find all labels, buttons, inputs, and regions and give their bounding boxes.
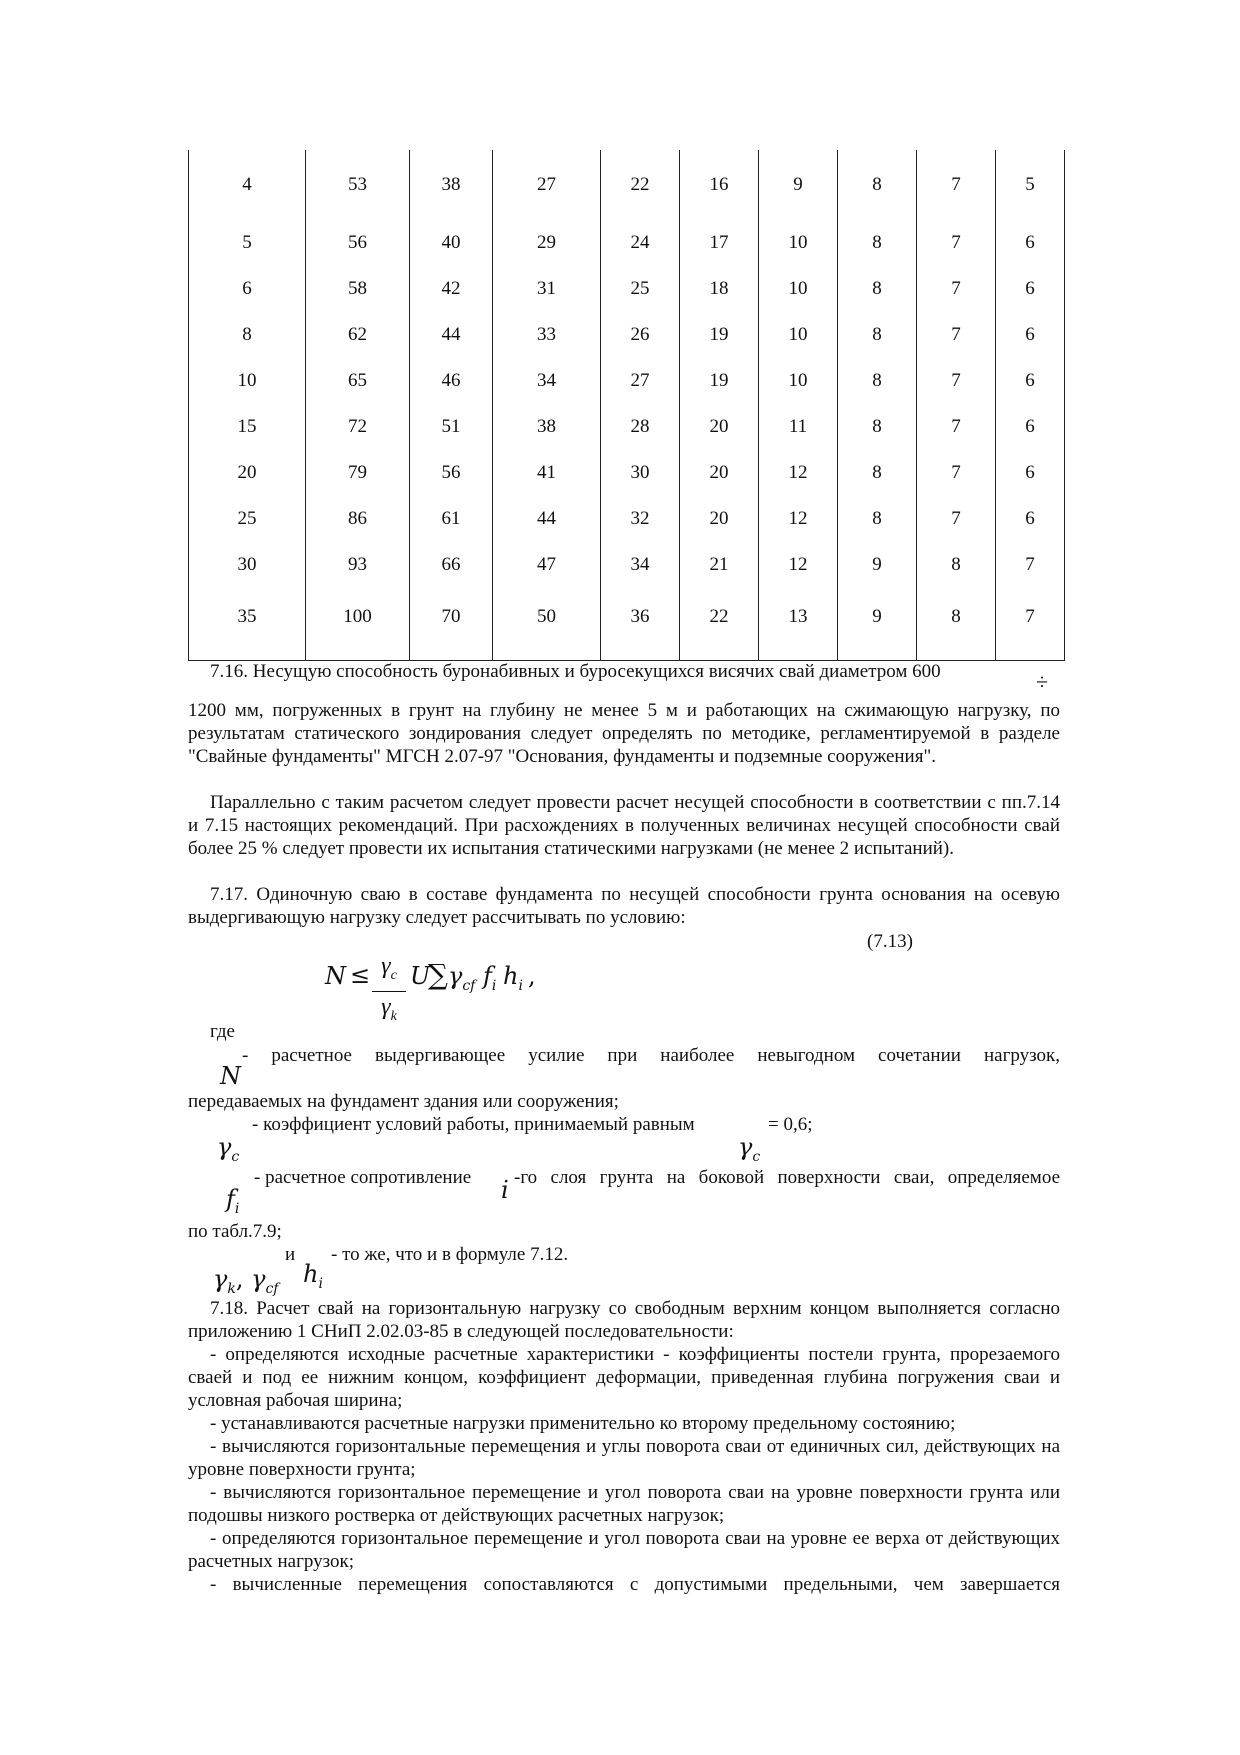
table-row bbox=[189, 404, 1065, 450]
table-cell: 34 bbox=[493, 358, 601, 404]
table-cell: 9 bbox=[838, 588, 917, 661]
table-cell: 7 bbox=[917, 496, 996, 542]
bullet-2: - устанавливаются расчетные нагрузки применительно ко второму предельному состоянию; bbox=[210, 1413, 956, 1434]
table-cell: 8 bbox=[838, 150, 917, 220]
table-cell: 44 bbox=[410, 312, 493, 358]
table-cell: 65 bbox=[306, 358, 410, 404]
table-cell: 19 bbox=[680, 312, 759, 358]
formula-U: U bbox=[410, 962, 431, 990]
table-cell: 6 bbox=[996, 450, 1065, 496]
symbol-gamma-k-cf: $\gamma_k$, $\gamma_{cf}$ bbox=[213, 1265, 279, 1297]
table-cell: 6 bbox=[996, 266, 1065, 312]
table-cell: 8 bbox=[917, 588, 996, 661]
formula-gamma-c: γ bbox=[381, 953, 391, 979]
paragraph-7-16-first-line: 7.16. Несущую способность буронабивных и буросекущихся висячих свай диаметром 600 bbox=[210, 661, 941, 682]
equation-number: (7.13) bbox=[867, 931, 913, 952]
table-row bbox=[189, 542, 1065, 588]
table-cell: 56 bbox=[410, 450, 493, 496]
table-cell: 13 bbox=[759, 588, 838, 661]
table-cell: 70 bbox=[410, 588, 493, 661]
table-cell: 33 bbox=[493, 312, 601, 358]
table-cell: 12 bbox=[759, 496, 838, 542]
formula-sub-k: k bbox=[390, 1008, 397, 1024]
table-cell: 40 bbox=[410, 220, 493, 266]
table-cell: 5 bbox=[996, 150, 1065, 220]
table-cell: 8 bbox=[838, 358, 917, 404]
fraction-bar bbox=[372, 991, 406, 992]
def-fi-text-a: - расчетное сопротивление bbox=[254, 1167, 472, 1188]
table-cell: 16 bbox=[680, 150, 759, 220]
bullet-1: - определяются исходные расчетные характеристики - коэффициенты постели грунта, прорезаемого сваей и под ее нижним концом, коэффициент деформации, приведенная глубина погружения сваи и условная рабочая ширина; bbox=[188, 1344, 1060, 1411]
def-gk-and: и bbox=[285, 1244, 296, 1265]
table-cell: 12 bbox=[759, 542, 838, 588]
table-cell: 5 bbox=[189, 220, 306, 266]
table-cell: 50 bbox=[493, 588, 601, 661]
bullet-3: - вычисляются горизонтальные перемещения и углы поворота сваи от единичных сил, действующих на уровне поверхности грунта; bbox=[188, 1436, 1060, 1480]
formula-gamma-k: γ bbox=[381, 993, 391, 1020]
table-cell: 38 bbox=[493, 404, 601, 450]
table-cell: 8 bbox=[838, 312, 917, 358]
table-cell: 6 bbox=[189, 266, 306, 312]
table-cell: 25 bbox=[601, 266, 680, 312]
table-row bbox=[189, 450, 1065, 496]
table-cell: 42 bbox=[410, 266, 493, 312]
table-cell: 72 bbox=[306, 404, 410, 450]
symbol-fi: $f_i$ bbox=[226, 1185, 240, 1217]
def-gamma-c-text: - коэффициент условий работы, принимаемый равным bbox=[252, 1114, 695, 1135]
table-cell: 8 bbox=[838, 266, 917, 312]
table-cell: 7 bbox=[917, 450, 996, 496]
table-cell: 7 bbox=[996, 542, 1065, 588]
table-cell: 8 bbox=[838, 404, 917, 450]
table-cell: 6 bbox=[996, 496, 1065, 542]
table-cell: 30 bbox=[601, 450, 680, 496]
table-cell: 29 bbox=[493, 220, 601, 266]
table-cell: 9 bbox=[759, 150, 838, 220]
bullet-6: - вычисленные перемещения сопоставляются с допустимыми предельными, чем завершается bbox=[210, 1574, 1060, 1595]
symbol-gamma-c-inline: $\gamma_c$ bbox=[738, 1133, 761, 1165]
table-cell: 7 bbox=[917, 150, 996, 220]
table-cell: 20 bbox=[189, 450, 306, 496]
table-cell: 7 bbox=[917, 358, 996, 404]
table-cell: 7 bbox=[996, 588, 1065, 661]
symbol-i: i bbox=[501, 1176, 509, 1204]
table-cell: 41 bbox=[493, 450, 601, 496]
table-cell: 25 bbox=[189, 496, 306, 542]
table-cell: 10 bbox=[189, 358, 306, 404]
table-cell: 12 bbox=[759, 450, 838, 496]
table-body bbox=[189, 150, 1065, 661]
formula-gamma-cf: $\gamma_{cf}$ bbox=[448, 962, 476, 994]
table-cell: 28 bbox=[601, 404, 680, 450]
symbol-hi: $h_i$ bbox=[303, 1260, 323, 1292]
table-cell: 8 bbox=[917, 542, 996, 588]
table-cell: 36 bbox=[601, 588, 680, 661]
table-cell: 17 bbox=[680, 220, 759, 266]
symbol-gamma-c: $\gamma_c$ bbox=[217, 1133, 240, 1165]
table-cell: 7 bbox=[917, 266, 996, 312]
table-cell: 27 bbox=[601, 358, 680, 404]
paragraph-7-18: 7.18. Расчет свай на горизонтальную нагрузку со свободным верхним концом выполняется согласно приложению 1 СНиП 2.02.03-85 в следующей последовательности: bbox=[188, 1298, 1060, 1342]
table-cell: 32 bbox=[601, 496, 680, 542]
table-row bbox=[189, 150, 1065, 220]
formula-sum: ∑ bbox=[428, 958, 448, 991]
where-label: где bbox=[210, 1021, 235, 1042]
table-cell: 31 bbox=[493, 266, 601, 312]
formula-comma: , bbox=[528, 962, 536, 990]
table-cell: 7 bbox=[917, 404, 996, 450]
table-cell: 79 bbox=[306, 450, 410, 496]
table-row bbox=[189, 496, 1065, 542]
table-cell: 58 bbox=[306, 266, 410, 312]
table-cell: 27 bbox=[493, 150, 601, 220]
table-cell: 6 bbox=[996, 312, 1065, 358]
def-fi-text-b: -го слоя грунта на боковой поверхности сваи, определяемое bbox=[514, 1167, 1060, 1188]
formula-sub-c: c bbox=[390, 967, 397, 983]
table-cell: 56 bbox=[306, 220, 410, 266]
def-fi-text-c: по табл.7.9; bbox=[188, 1221, 282, 1242]
paragraph-7-17: 7.17. Одиночную сваю в составе фундамента по несущей способности грунта основания на осевую выдергивающую нагрузку следует рассчитывать по условию: bbox=[188, 884, 1060, 928]
table-row bbox=[189, 220, 1065, 266]
table-cell: 8 bbox=[189, 312, 306, 358]
table-cell: 61 bbox=[410, 496, 493, 542]
paragraph-7-16-parallel: Параллельно с таким расчетом следует провести расчет несущей способности в соответствии с пп.7.14 и 7.15 настоящих рекомендаций. При расхождениях в полученных величинах несущей способности свай более 25 % следует провести их испытания статическими нагрузками (не менее 2 испытаний). bbox=[188, 792, 1060, 859]
division-sign: ÷ bbox=[1036, 669, 1049, 694]
table-cell: 66 bbox=[410, 542, 493, 588]
table-cell: 22 bbox=[680, 588, 759, 661]
table-cell: 30 bbox=[189, 542, 306, 588]
table-cell: 20 bbox=[680, 450, 759, 496]
table-cell: 18 bbox=[680, 266, 759, 312]
table-cell: 44 bbox=[493, 496, 601, 542]
table-cell: 21 bbox=[680, 542, 759, 588]
def-gk-text: - то же, что и в формуле 7.12. bbox=[331, 1244, 569, 1265]
formula-fi: $f_i$ bbox=[483, 962, 497, 994]
bullet-4: - вычисляются горизонтальное перемещение и угол поворота сваи на уровне поверхности грунта или подошвы низкого ростверка от действующих расчетных нагрузок; bbox=[188, 1482, 1060, 1526]
table-cell: 51 bbox=[410, 404, 493, 450]
table-cell: 100 bbox=[306, 588, 410, 661]
table-cell: 46 bbox=[410, 358, 493, 404]
table-cell: 35 bbox=[189, 588, 306, 661]
table-cell: 8 bbox=[838, 220, 917, 266]
table-cell: 10 bbox=[759, 266, 838, 312]
table-cell: 8 bbox=[838, 450, 917, 496]
table-cell: 10 bbox=[759, 312, 838, 358]
table-cell: 6 bbox=[996, 358, 1065, 404]
symbol-N: N bbox=[220, 1062, 241, 1090]
table-cell: 10 bbox=[759, 220, 838, 266]
table-cell: 34 bbox=[601, 542, 680, 588]
formula-hi: $h_i$ bbox=[503, 962, 523, 994]
formula-leq: ≤ bbox=[350, 961, 371, 989]
table-cell: 22 bbox=[601, 150, 680, 220]
paragraph-7-16-continued: 1200 мм, погруженных в грунт на глубину не менее 5 м и работающих на сжимающую нагрузку, по результатам статического зондирования следует определять по методике, регламентируемой в разделе "Свайные фундаменты" МГСН 2.07-97 "Основания, фундаменты и подземные сооружения". bbox=[188, 700, 1060, 767]
table-cell: 6 bbox=[996, 220, 1065, 266]
table-cell: 62 bbox=[306, 312, 410, 358]
formula-fraction bbox=[372, 952, 406, 1031]
table-row bbox=[189, 588, 1065, 661]
table-row bbox=[189, 266, 1065, 312]
table-cell: 20 bbox=[680, 496, 759, 542]
table-row bbox=[189, 358, 1065, 404]
table-cell: 4 bbox=[189, 150, 306, 220]
table-cell: 86 bbox=[306, 496, 410, 542]
table-cell: 15 bbox=[189, 404, 306, 450]
table-cell: 38 bbox=[410, 150, 493, 220]
def-N-first-line: - расчетное выдергивающее усилие при наиболее невыгодном сочетании нагрузок, bbox=[242, 1045, 1060, 1066]
table-cell: 7 bbox=[917, 220, 996, 266]
formula-N: N bbox=[325, 962, 346, 990]
table-cell: 11 bbox=[759, 404, 838, 450]
resistance-table bbox=[188, 150, 1065, 661]
table-cell: 26 bbox=[601, 312, 680, 358]
table-cell: 93 bbox=[306, 542, 410, 588]
table-cell: 10 bbox=[759, 358, 838, 404]
table-cell: 9 bbox=[838, 542, 917, 588]
table-cell: 6 bbox=[996, 404, 1065, 450]
table-row bbox=[189, 312, 1065, 358]
def-gamma-c-value: = 0,6; bbox=[768, 1114, 813, 1135]
table-cell: 8 bbox=[838, 496, 917, 542]
bullet-5: - определяются горизонтальное перемещение и угол поворота сваи на уровне ее верха от действующих расчетных нагрузок; bbox=[188, 1528, 1060, 1572]
table-cell: 19 bbox=[680, 358, 759, 404]
table-cell: 53 bbox=[306, 150, 410, 220]
table-cell: 47 bbox=[493, 542, 601, 588]
table-cell: 20 bbox=[680, 404, 759, 450]
def-N-second-line: передаваемых на фундамент здания или сооружения; bbox=[188, 1091, 619, 1112]
table-cell: 7 bbox=[917, 312, 996, 358]
table-cell: 24 bbox=[601, 220, 680, 266]
